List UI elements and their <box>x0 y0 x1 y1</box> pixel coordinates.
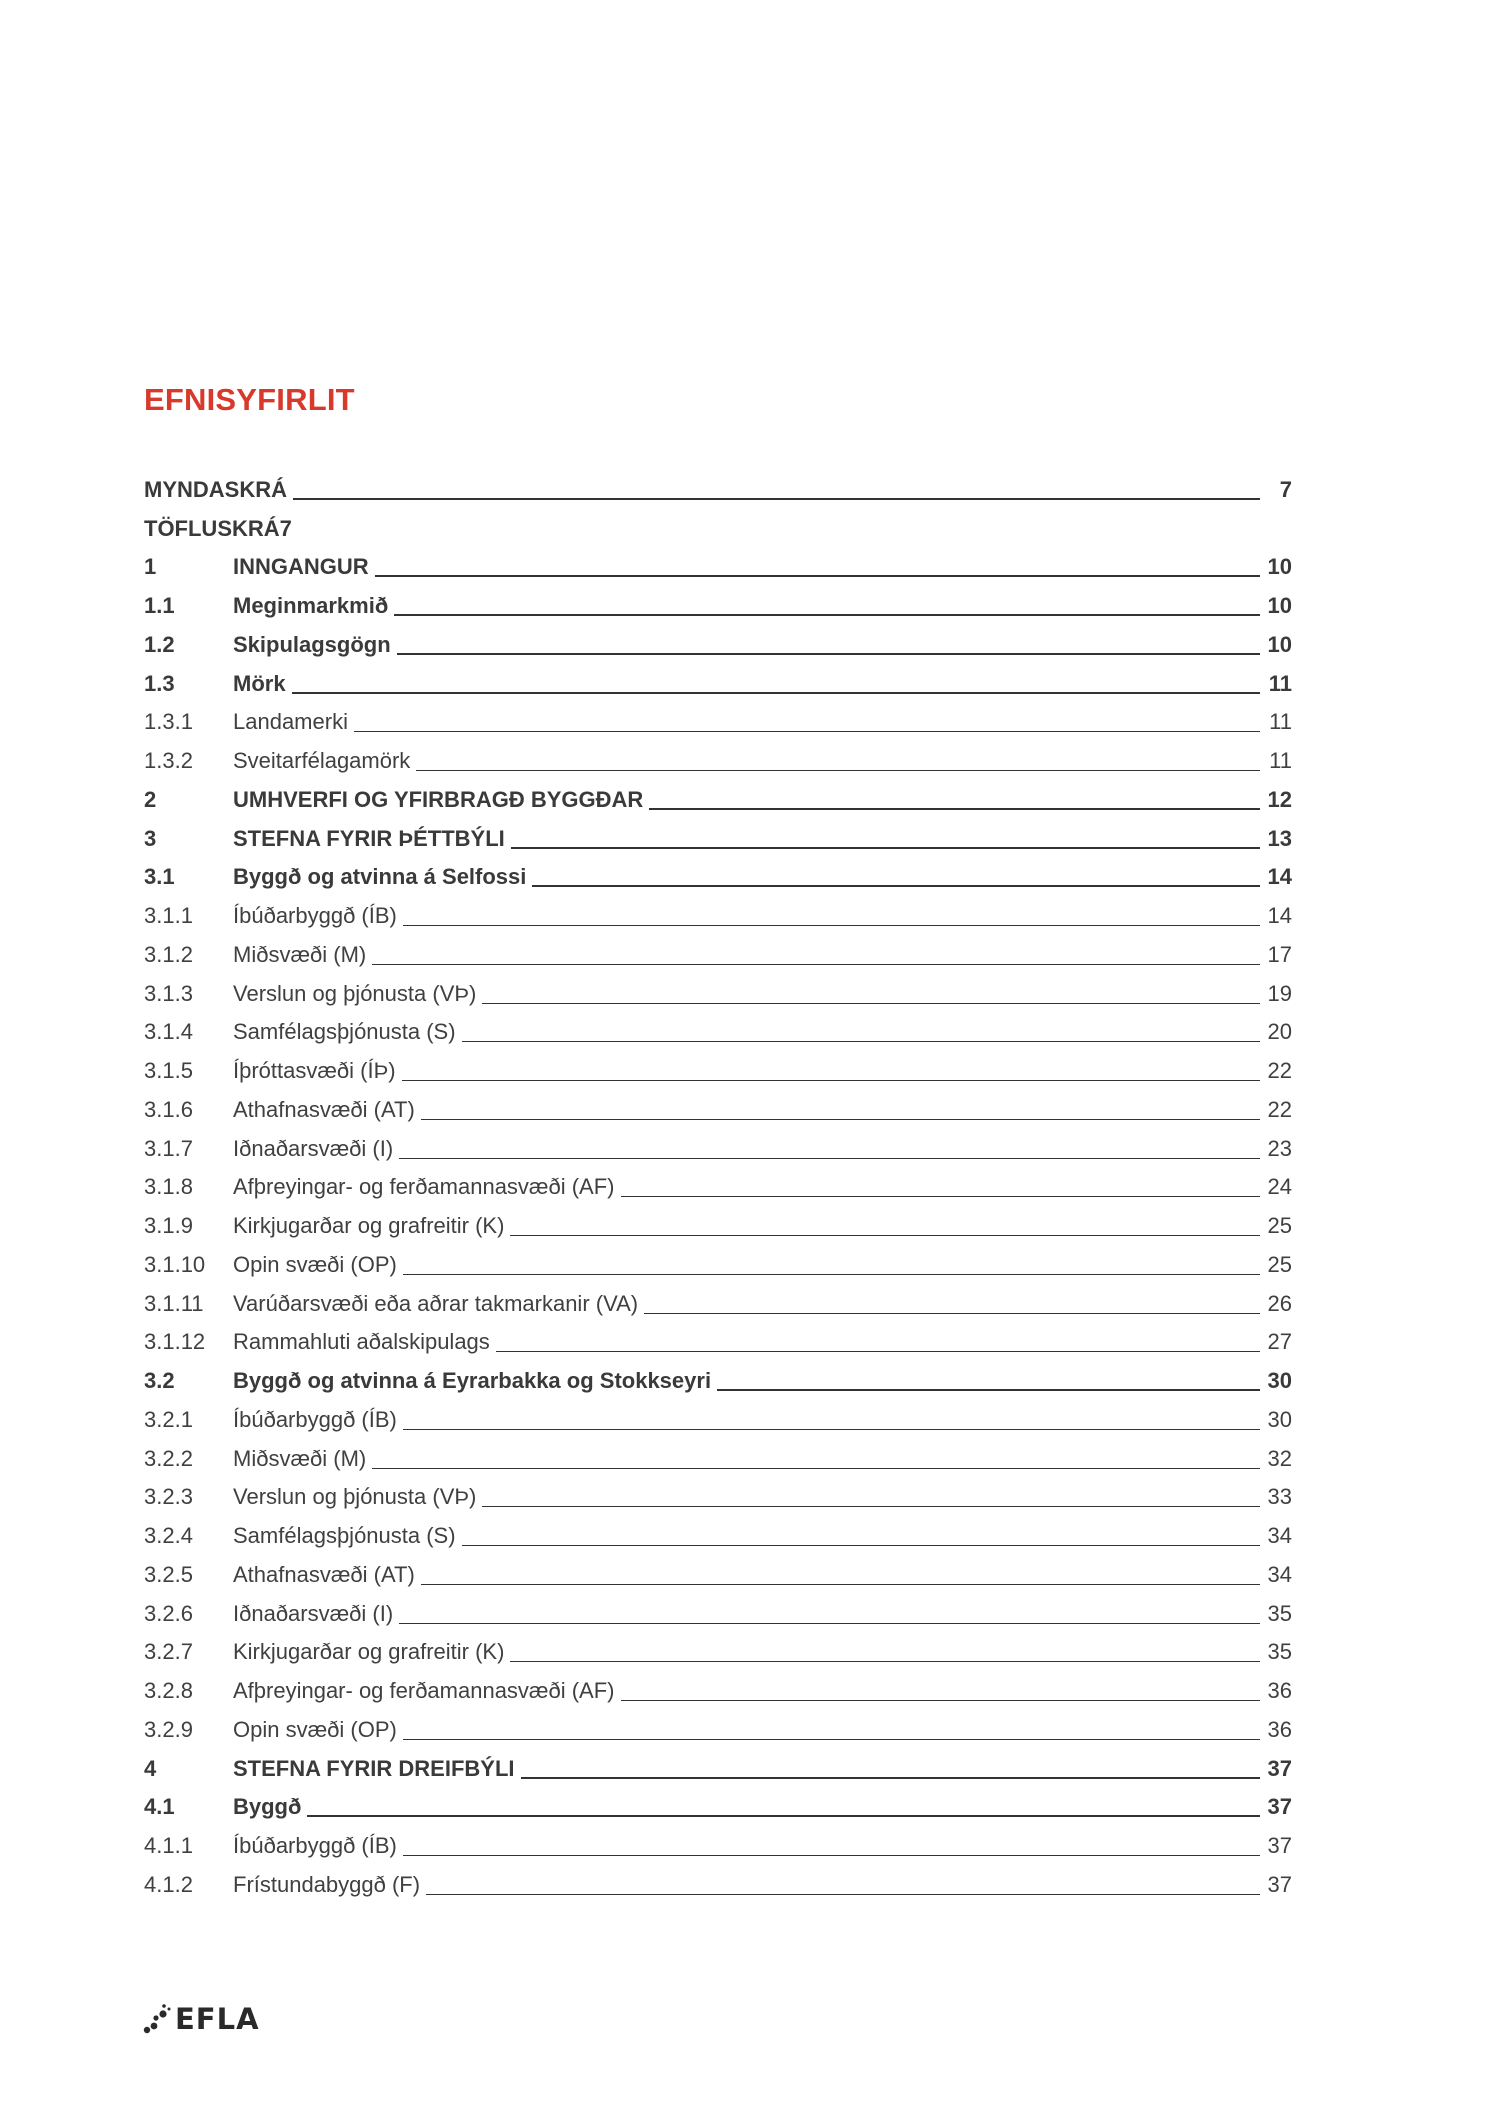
toc-entry-number: 3.1.12 <box>144 1329 206 1355</box>
toc-leader-line <box>621 1196 1261 1197</box>
toc-entry-title: Kirkjugarðar og grafreitir (K) <box>233 1213 505 1238</box>
toc-entry-title: Íþróttasvæði (ÍÞ) <box>233 1058 396 1083</box>
toc-entry-title: Íbúðarbyggð (ÍB) <box>233 1833 397 1858</box>
toc-entry-number: 1.3.2 <box>144 748 193 773</box>
toc-entry[interactable] <box>144 972 1292 1011</box>
toc-entry-page: 14 <box>1267 864 1292 890</box>
toc-leader-line <box>403 1274 1260 1275</box>
toc-entry-number: 3.2.4 <box>144 1523 193 1548</box>
toc-entry-number: 3.1.4 <box>144 1019 193 1045</box>
toc-entry-number: 3.1 <box>144 864 175 890</box>
toc-entry[interactable] <box>144 1359 1292 1398</box>
toc-entry[interactable] <box>144 1088 1292 1127</box>
toc-entry[interactable] <box>144 1824 1292 1863</box>
toc-entry[interactable] <box>144 739 1292 778</box>
toc-entry-page: 22 <box>1267 1096 1292 1122</box>
toc-entry-number: 3.2.8 <box>144 1678 193 1703</box>
toc-leader-line <box>292 692 1260 694</box>
toc-entry-page: 11 <box>1269 748 1292 773</box>
toc-entry-title: Frístundabyggð (F) <box>233 1871 421 1897</box>
toc-entry-number: 3.2 <box>144 1368 175 1393</box>
toc-entry-page: 20 <box>1267 1019 1292 1045</box>
efla-dots-icon <box>143 2003 171 2035</box>
toc-entry-number: 1.2 <box>144 631 175 657</box>
toc-entry-number: 3.2.1 <box>144 1406 193 1432</box>
toc-entry-page: 26 <box>1267 1290 1292 1316</box>
toc-entry-title: Varúðarsvæði eða aðrar takmarkanir (VA) <box>233 1290 639 1316</box>
toc-leader-line <box>621 1700 1261 1701</box>
toc-entry-title: Miðsvæði (M) <box>233 941 367 967</box>
toc-leader-line <box>403 1739 1260 1740</box>
toc-entry-page: 35 <box>1267 1639 1292 1665</box>
toc-leader-line <box>426 1894 1260 1895</box>
toc-entry-page: 27 <box>1267 1329 1292 1355</box>
toc-entry-title: Verslun og þjónusta (VÞ) <box>233 980 477 1006</box>
toc-entry-title: UMHVERFI OG YFIRBRAGÐ BYGGÐAR <box>233 786 644 812</box>
toc-entry[interactable] <box>144 1049 1292 1088</box>
toc-entry-title: INNGANGUR <box>233 554 369 580</box>
toc-entry-title: Iðnaðarsvæði (I) <box>233 1135 394 1161</box>
toc-entry-number: 3.1.1 <box>144 903 193 928</box>
toc-entry[interactable] <box>144 1631 1292 1670</box>
toc-leader-line <box>510 1235 1260 1236</box>
toc-entry-title: Íbúðarbyggð (ÍB) <box>233 903 397 928</box>
toc-entry-number: 3.1.9 <box>144 1213 193 1238</box>
toc-entry-title: Athafnasvæði (AT) <box>233 1096 415 1122</box>
toc-leader-line <box>482 1506 1260 1507</box>
toc-leader-line <box>399 1158 1260 1159</box>
toc-entry-number: 3.2.5 <box>144 1561 193 1587</box>
toc-entry[interactable] <box>144 1437 1292 1476</box>
toc-entry[interactable] <box>144 623 1292 662</box>
toc-entry-page: 37 <box>1267 1794 1292 1820</box>
toc-entry[interactable] <box>144 856 1292 895</box>
toc-entry[interactable] <box>144 546 1292 585</box>
toc-entry-number: 3.2.9 <box>144 1716 193 1742</box>
page-title: EFNISYFIRLIT <box>144 382 355 417</box>
toc-entry-title: Skipulagsgögn <box>233 631 391 657</box>
toc-entry[interactable] <box>144 584 1292 623</box>
toc-entry-page: 7 <box>1279 476 1292 502</box>
toc-leader-line <box>372 964 1260 965</box>
toc-leader-line <box>482 1003 1260 1004</box>
toc-entry-page: 30 <box>1267 1368 1292 1393</box>
toc-entry-number: 4.1 <box>144 1794 175 1820</box>
toc-entry[interactable] <box>144 1708 1292 1747</box>
toc-entry-title: Miðsvæði (M) <box>233 1445 367 1471</box>
toc-entry[interactable] <box>144 1127 1292 1166</box>
toc-leader-line <box>421 1584 1260 1585</box>
toc-entry-title: Sveitarfélagamörk <box>233 748 411 773</box>
toc-entry-title: Verslun og þjónusta (VÞ) <box>233 1484 477 1510</box>
toc-entry[interactable] <box>144 1514 1292 1553</box>
toc-leader-line <box>403 1855 1260 1856</box>
toc-entry-number: TÖFLUSKRÁ7 <box>144 515 292 541</box>
toc-entry-title: Athafnasvæði (AT) <box>233 1561 415 1587</box>
toc-entry[interactable] <box>144 817 1292 856</box>
toc-entry-title: Samfélagsþjónusta (S) <box>233 1019 456 1045</box>
toc-entry-page: 36 <box>1267 1716 1292 1742</box>
toc-entry-number: 3.1.10 <box>144 1251 206 1277</box>
toc-entry-page: 10 <box>1267 631 1292 657</box>
toc-entry-page: 34 <box>1267 1523 1292 1548</box>
toc-entry[interactable] <box>144 1011 1292 1050</box>
toc-entry-title: Rammahluti aðalskipulags <box>233 1329 490 1355</box>
toc-entry[interactable] <box>144 1592 1292 1631</box>
toc-entry-page: 35 <box>1267 1600 1292 1626</box>
toc-entry-number: 3.1.11 <box>144 1290 204 1316</box>
toc-entry-page: 37 <box>1267 1755 1292 1781</box>
toc-entry-title: STEFNA FYRIR ÞÉTTBÝLI <box>233 825 505 851</box>
toc-leader-line <box>307 1815 1260 1817</box>
toc-entry-number: 3.1.8 <box>144 1174 193 1200</box>
toc-entry-number: 3.1.6 <box>144 1096 193 1122</box>
toc-entry-page: 19 <box>1267 980 1292 1006</box>
toc-leader-line <box>403 925 1260 926</box>
toc-entry-title: Byggð <box>233 1794 302 1820</box>
toc-leader-line <box>354 731 1260 732</box>
toc-entry[interactable] <box>144 1282 1292 1321</box>
toc-entry-page: 25 <box>1267 1213 1292 1238</box>
toc-entry-page: 10 <box>1267 593 1292 618</box>
toc-leader-line <box>293 498 1260 500</box>
toc-entry-page: 25 <box>1267 1251 1292 1277</box>
toc-entry[interactable] <box>144 1166 1292 1205</box>
toc-entry-page: 17 <box>1267 941 1292 967</box>
toc-entry-page: 12 <box>1267 786 1292 812</box>
toc-entry-title: Íbúðarbyggð (ÍB) <box>233 1406 397 1432</box>
toc-entry-number: 3 <box>144 825 157 851</box>
toc-entry[interactable] <box>144 468 1292 507</box>
toc-leader-line <box>394 614 1260 616</box>
toc-entry-number: 3.1.7 <box>144 1135 193 1161</box>
toc-entry-number: 3.1.2 <box>144 941 193 967</box>
toc-entry[interactable] <box>144 1863 1292 1902</box>
toc-entry-page: 10 <box>1267 554 1292 580</box>
toc-entry-number: 1.1 <box>144 593 175 618</box>
toc-leader-line <box>402 1080 1260 1081</box>
toc-entry-number: 4.1.1 <box>144 1833 193 1858</box>
toc-entry-title: Byggð og atvinna á Eyrarbakka og Stokkseyri <box>233 1368 712 1393</box>
toc-entry-title: Mörk <box>233 670 286 696</box>
toc-entry[interactable] <box>144 507 1292 546</box>
toc-leader-line <box>416 770 1260 771</box>
toc-leader-line <box>717 1389 1260 1391</box>
toc-entry-page: 24 <box>1267 1174 1292 1200</box>
toc-leader-line <box>521 1777 1260 1779</box>
toc-entry-page: 30 <box>1267 1406 1292 1432</box>
toc-entry[interactable] <box>144 701 1292 740</box>
toc-entry[interactable] <box>144 1398 1292 1437</box>
toc-leader-line <box>462 1041 1260 1042</box>
toc-entry-number: 1.3 <box>144 670 175 696</box>
toc-entry-page: 34 <box>1267 1561 1292 1587</box>
toc-entry-page: 23 <box>1267 1135 1292 1161</box>
toc-entry-title: Byggð og atvinna á Selfossi <box>233 864 527 890</box>
toc-entry[interactable] <box>144 662 1292 701</box>
toc-entry[interactable] <box>144 894 1292 933</box>
toc-entry-title: STEFNA FYRIR DREIFBÝLI <box>233 1755 515 1781</box>
toc-entry-page: 22 <box>1267 1058 1292 1083</box>
toc-entry[interactable] <box>144 1476 1292 1515</box>
toc-entry-number: 4 <box>144 1755 157 1781</box>
toc-entry[interactable] <box>144 1747 1292 1786</box>
toc-entry[interactable] <box>144 933 1292 972</box>
toc-leader-line <box>372 1468 1260 1469</box>
toc-entry[interactable] <box>144 778 1292 817</box>
toc-leader-line <box>375 575 1260 577</box>
toc-entry-title: Samfélagsþjónusta (S) <box>233 1523 456 1548</box>
toc-entry-page: 36 <box>1267 1678 1292 1703</box>
logo-text: EFLA <box>175 2002 260 2036</box>
toc-leader-line <box>403 1429 1260 1430</box>
toc-entry[interactable] <box>144 1243 1292 1282</box>
toc-entry[interactable] <box>144 1786 1292 1825</box>
toc-entry-number: 2 <box>144 786 157 812</box>
toc-leader-line <box>462 1545 1260 1546</box>
toc-entry-page <box>292 540 320 546</box>
toc-entry-title: Meginmarkmið <box>233 593 389 618</box>
toc-entry[interactable] <box>144 1321 1292 1360</box>
efla-logo <box>143 2002 260 2036</box>
table-of-contents <box>144 468 1292 1902</box>
toc-leader-line <box>510 1661 1260 1662</box>
toc-entry-page: 11 <box>1268 670 1292 696</box>
toc-leader-line <box>644 1313 1260 1314</box>
toc-entry-page: 11 <box>1269 709 1292 735</box>
toc-leader-line <box>511 847 1260 849</box>
toc-entry-number: 3.1.5 <box>144 1058 193 1083</box>
toc-entry-page: 13 <box>1267 825 1292 851</box>
toc-leader-line <box>649 808 1260 810</box>
toc-entry-number: 3.2.6 <box>144 1600 193 1626</box>
toc-entry-title: Afþreyingar- og ferðamannasvæði (AF) <box>233 1678 615 1703</box>
toc-leader-line <box>399 1623 1260 1624</box>
toc-entry-number: 3.2.2 <box>144 1445 193 1471</box>
toc-entry[interactable] <box>144 1204 1292 1243</box>
toc-entry-page: 33 <box>1267 1484 1292 1510</box>
toc-entry-page: 37 <box>1267 1871 1292 1897</box>
toc-entry-number: 1.3.1 <box>144 709 193 735</box>
toc-leader-line <box>532 885 1260 887</box>
toc-leader-line <box>397 653 1260 655</box>
toc-entry[interactable] <box>144 1669 1292 1708</box>
toc-entry-number: 3.2.3 <box>144 1484 193 1510</box>
toc-entry-number: 1 <box>144 554 157 580</box>
toc-entry-title: Kirkjugarðar og grafreitir (K) <box>233 1639 505 1665</box>
toc-leader-line <box>496 1351 1260 1352</box>
toc-entry[interactable] <box>144 1553 1292 1592</box>
toc-entry-title: Afþreyingar- og ferðamannasvæði (AF) <box>233 1174 615 1200</box>
toc-leader-line <box>421 1119 1260 1120</box>
toc-entry-number: MYNDASKRÁ <box>144 476 287 502</box>
toc-entry-number: 4.1.2 <box>144 1871 193 1897</box>
toc-entry-title: Opin svæði (OP) <box>233 1251 397 1277</box>
toc-entry-page: 37 <box>1267 1833 1292 1858</box>
toc-entry-number: 3.2.7 <box>144 1639 193 1665</box>
toc-entry-page: 14 <box>1267 903 1292 928</box>
toc-entry-number: 3.1.3 <box>144 980 193 1006</box>
toc-entry-title: Iðnaðarsvæði (I) <box>233 1600 394 1626</box>
toc-entry-title: Opin svæði (OP) <box>233 1716 397 1742</box>
toc-entry-page: 32 <box>1267 1445 1292 1471</box>
toc-entry-title: Landamerki <box>233 709 348 735</box>
